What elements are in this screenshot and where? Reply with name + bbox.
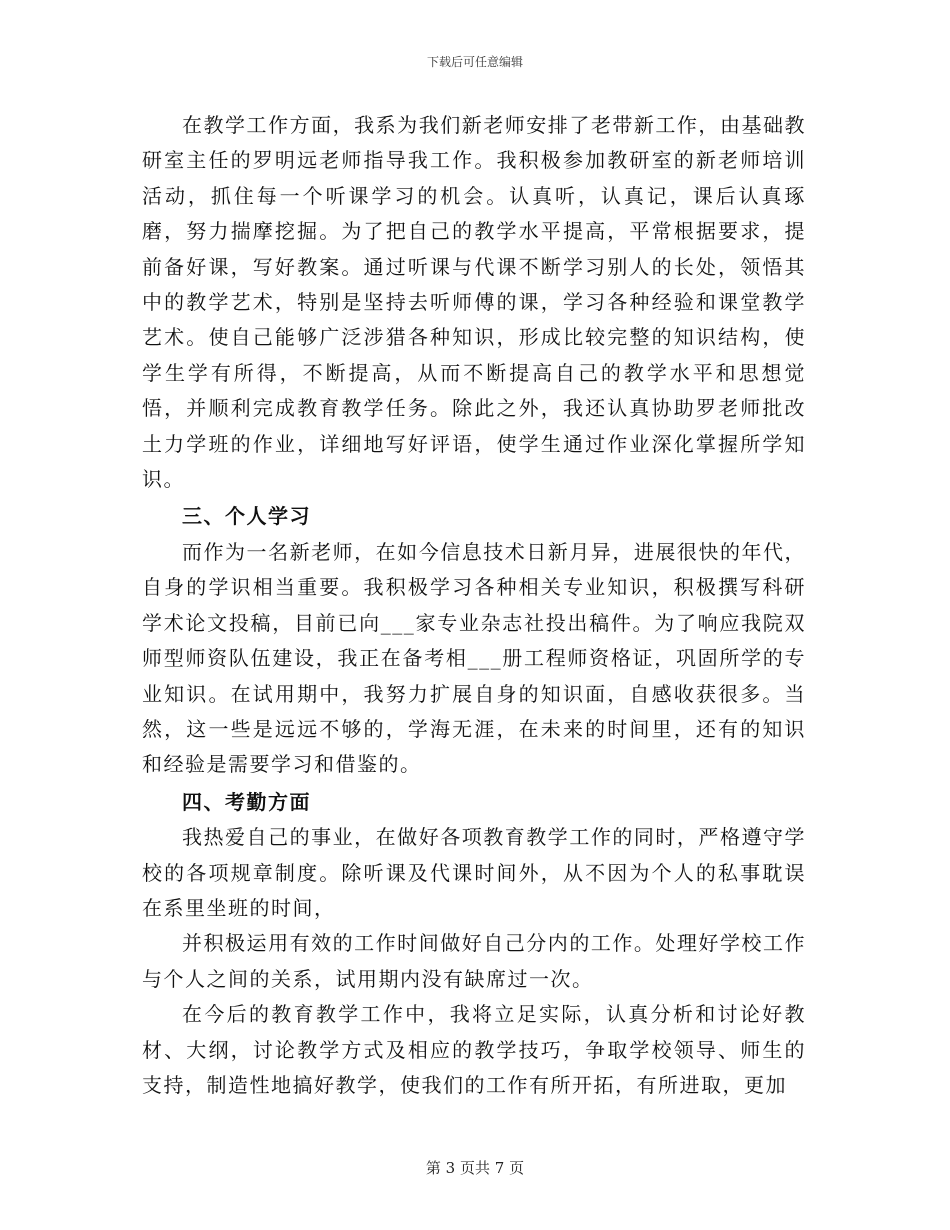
heading-attendance: 四、考勤方面: [182, 789, 311, 814]
paragraph-work-time: 并积极运用有效的工作时间做好自己分内的工作。处理好学校工作与个人之间的关系，试用期内没有缺席过一次。: [142, 931, 806, 991]
page-header: 下载后可任意编辑: [426, 55, 523, 69]
heading-personal-study: 三、个人学习: [182, 504, 311, 529]
paragraph-attendance: 我热爱自己的事业，在做好各项教育教学工作的同时，严格遵守学校的各项规章制度。除听课及代课时间外，从不因为个人的私事耽误在系里坐班的时间，: [142, 825, 806, 920]
paragraph-personal-study: 而作为一名新老师，在如今信息技术日新月异，进展很快的年代，自身的学识相当重要。我积极学习各种相关专业知识，积极撰写科研学术论文投稿，目前已向___家专业杂志社投出稿件。为了响应我院双师型师资队伍建设，我正在备考相___册工程师资格证，巩固所学的专业知识。在试用期中，我努力扩展自身的知识面，自感收获很多。当然，这一些是远远不够的，学海无涯，在未来的时间里，还有的知识和经验是需要学习和借鉴的。: [142, 539, 806, 777]
page-footer: 第 3 页共 7 页: [425, 1159, 525, 1177]
document-body: [142, 108, 806, 1103]
paragraph-teaching-work: 在教学工作方面，我系为我们新老师安排了老带新工作，由基础教研室主任的罗明远老师指导我工作。我积极参加教研室的新老师培训活动，抓住每一个听课学习的机会。认真听，认真记，课后认真琢磨，努力揣摩挖掘。为了把自己的教学水平提高，平常根据要求，提前备好课，写好教案。通过听课与代课不断学习别人的长处，领悟其中的教学艺术，特别是坚持去听师傅的课，学习各种经验和课堂教学艺术。使自己能够广泛涉猎各种知识，形成比较完整的知识结构，使学生学有所得，不断提高，从而不断提高自己的教学水平和思想觉悟，并顺利完成教育教学任务。除此之外，我还认真协助罗老师批改土力学班的作业，详细地写好评语，使学生通过作业深化掌握所学知识。: [142, 113, 806, 492]
paragraph-future-plans: 在今后的教育教学工作中，我将立足实际，认真分析和讨论好教材、大纲，讨论教学方式及相应的教学技巧，争取学校领导、师生的支持，制造性地搞好教学，使我们的工作有所开拓，有所进取，更加: [142, 1002, 806, 1097]
